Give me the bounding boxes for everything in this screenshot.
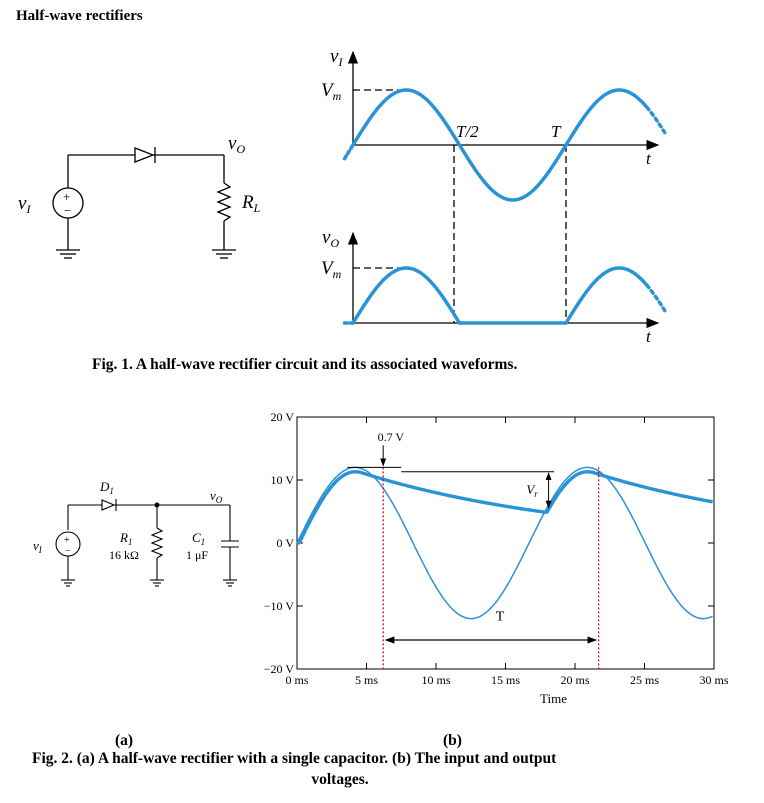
series-output-line xyxy=(297,472,713,543)
y-tick-label: 20 V xyxy=(270,410,294,424)
fig1-circuit xyxy=(0,130,300,280)
fig2-chart xyxy=(250,400,760,720)
fig2-label-b: (b) xyxy=(443,732,462,749)
input-voltage-label: $v_I$ xyxy=(18,193,31,216)
page-title: Half-wave rectifiers xyxy=(16,8,143,24)
output-axis-label: $v_O$ xyxy=(322,227,340,250)
period-annotation: T xyxy=(495,609,505,625)
y-tick-label: 0 V xyxy=(276,536,294,550)
y-tick-label: −20 V xyxy=(263,662,294,676)
input-axis-label: $v_I$ xyxy=(330,46,343,69)
diode-symbol xyxy=(135,148,153,162)
fig1-waveforms xyxy=(300,40,680,355)
x-tick-label: 5 ms xyxy=(354,673,379,687)
diode-d1-symbol xyxy=(102,500,114,510)
output-time-label: t xyxy=(646,327,651,346)
fig2-caption-line2: voltages. xyxy=(311,771,369,788)
output-wave-tail xyxy=(647,285,666,312)
minus-sign: − xyxy=(64,203,72,218)
x-tick-label: 30 ms xyxy=(699,673,729,687)
diode-d1-label: $D_1$ xyxy=(100,479,114,496)
fig2-circuit xyxy=(20,470,260,600)
load-resistor-label: $R_L$ xyxy=(242,192,261,215)
x-tick-label: 25 ms xyxy=(629,673,660,687)
plus-sign: + xyxy=(64,535,70,546)
half-period-label: T/2 xyxy=(456,122,479,141)
fig1-caption: Fig. 1. A half-wave rectifier circuit and its associated waveforms. xyxy=(92,356,518,373)
y-tick-label: −10 V xyxy=(263,599,294,613)
output-voltage-label: $v_O$ xyxy=(228,133,246,156)
output-rectified-wave xyxy=(353,268,647,323)
x-tick-label: 15 ms xyxy=(490,673,521,687)
fig2-input-label: $v_I$ xyxy=(33,538,42,555)
resistor-r1-symbol xyxy=(152,528,162,558)
output-peak-label: $V_m$ xyxy=(321,258,342,281)
input-peak-label: $V_m$ xyxy=(321,80,342,103)
resistor-r1-value: 16 kΩ xyxy=(109,548,139,562)
x-axis-label: Time xyxy=(540,691,567,706)
plus-sign: + xyxy=(63,189,71,204)
fig2-caption-line1: Fig. 2. (a) A half-wave rectifier with a single capacitor. (b) The input and output xyxy=(32,750,557,767)
drop-annotation: 0.7 V xyxy=(377,429,405,444)
plot-frame xyxy=(297,417,714,669)
minus-sign: − xyxy=(65,546,71,557)
fig2-label-a: (a) xyxy=(115,732,134,749)
load-resistor-symbol xyxy=(218,183,230,221)
input-time-label: t xyxy=(646,149,651,168)
fig2-output-label: $v_O$ xyxy=(210,488,223,505)
x-tick-label: 10 ms xyxy=(421,673,451,687)
input-wave-tail xyxy=(647,107,666,134)
capacitor-c1-value: 1 μF xyxy=(186,548,209,562)
x-tick-label: 20 ms xyxy=(560,673,590,687)
x-tick-label: 0 ms xyxy=(285,673,309,687)
y-tick-label: 10 V xyxy=(270,473,294,487)
input-wave-lead xyxy=(345,145,354,159)
ripple-annotation: $V_r$ xyxy=(526,481,538,499)
period-label: T xyxy=(551,122,561,141)
resistor-r1-label: $R_1$ xyxy=(120,530,133,547)
capacitor-c1-label: $C_1$ xyxy=(192,530,206,547)
